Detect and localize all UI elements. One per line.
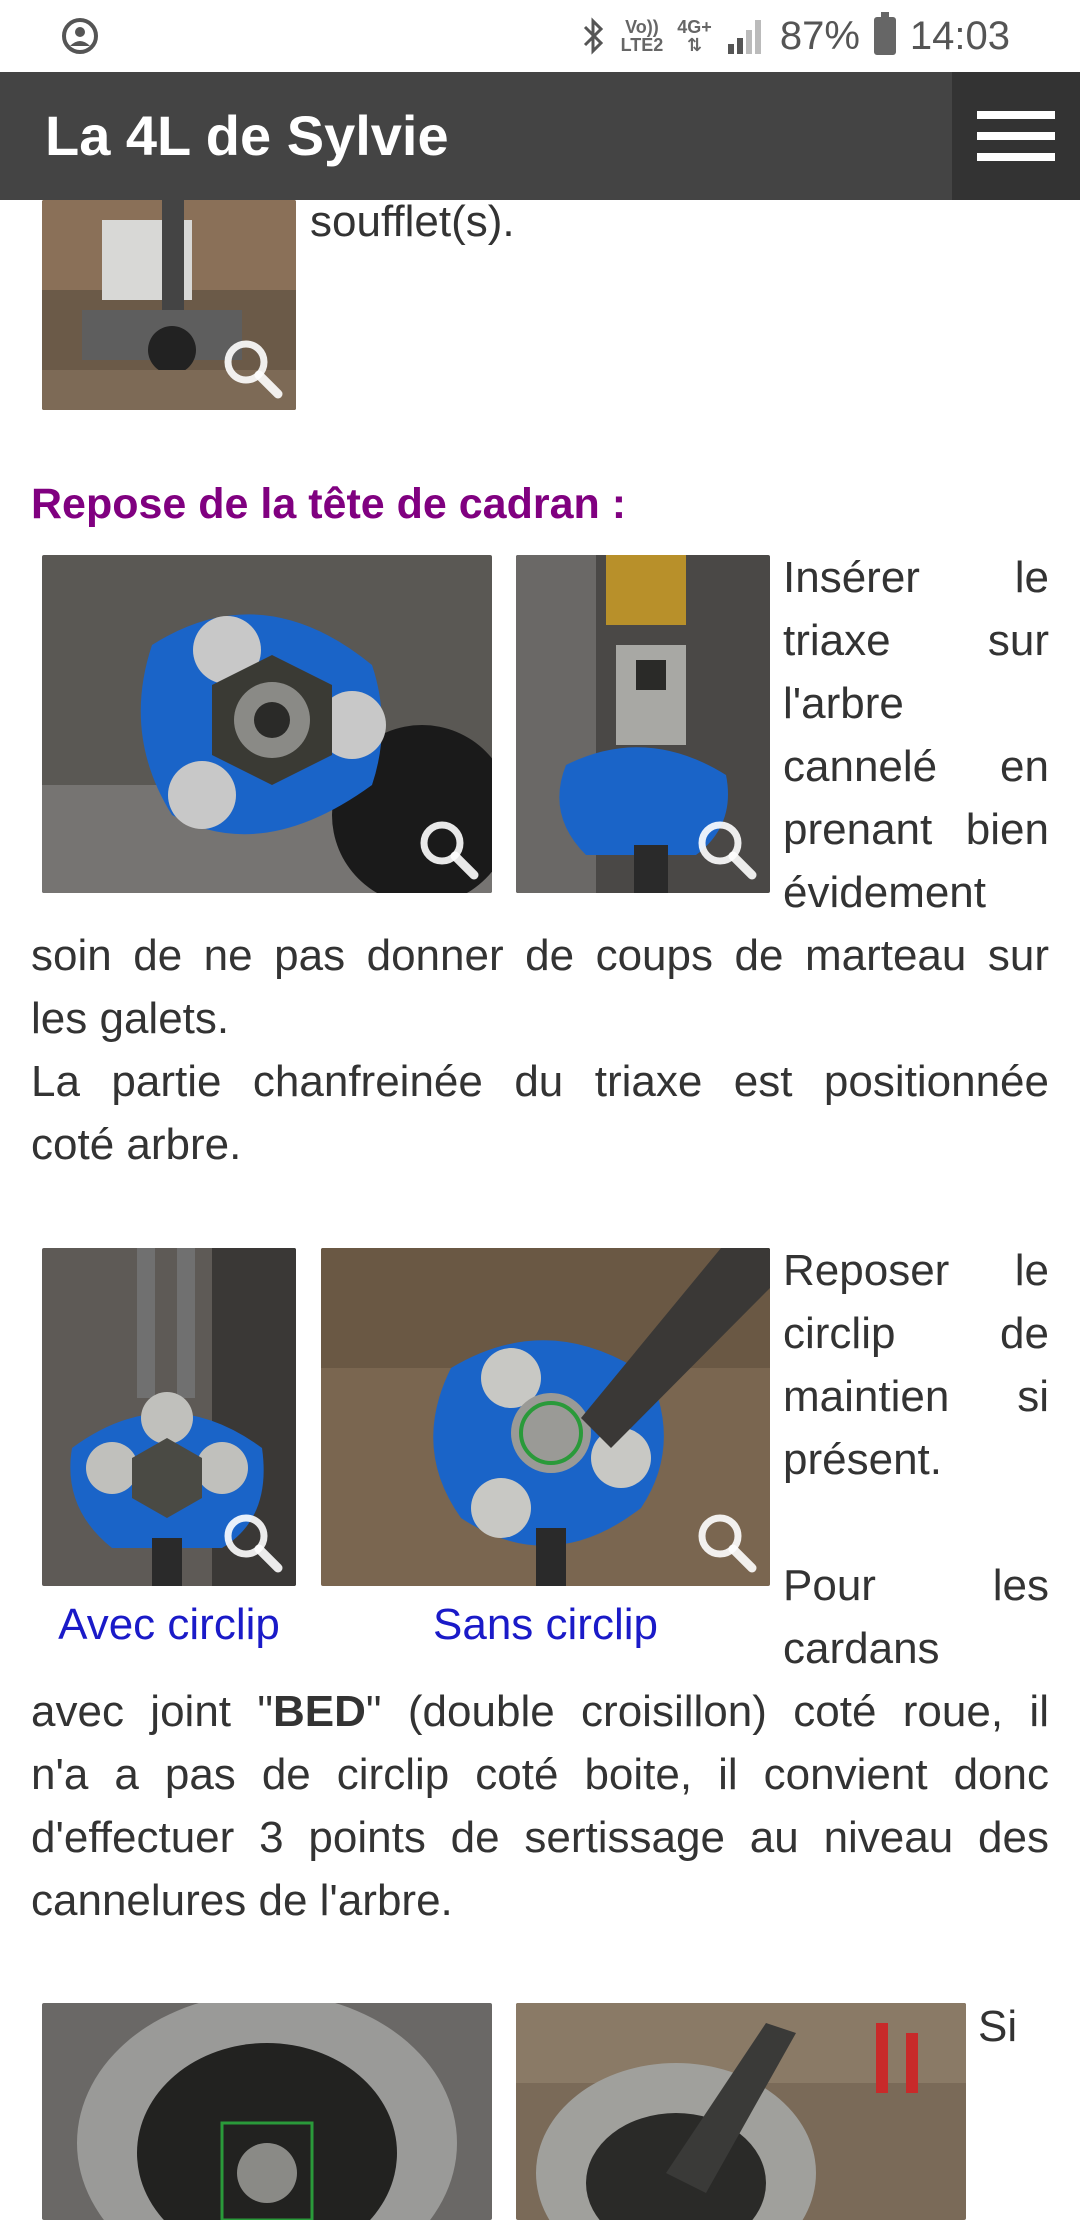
p2-line-1: La partie chanfreinée du triaxe est positionnée [31,1057,1049,1106]
p4-line-1: Pour les [783,1561,1049,1610]
p4-text-post: " (double croisillon) coté roue, il [365,1687,1049,1736]
intro-tail-text: soufflet(s). [310,200,515,246]
zoom-icon [220,1510,284,1574]
photo-without-circlip[interactable] [321,1248,770,1586]
p3-line-2: circlip de [783,1309,1049,1358]
bluetooth-icon [581,16,607,56]
p1-full-line-2: les galets. [31,994,230,1043]
data-indicator [677,18,712,54]
p1-full-line-1: soin de ne pas donner de coups de marteau sur [31,931,1049,980]
site-header [0,72,1080,200]
p4-text-bold: BED [273,1687,366,1736]
p4-full-line-2: n'a a pas de circlip coté boite, il convient donc [31,1750,1049,1799]
p4-full-line-1 [31,1680,1049,1743]
p3-line-3: maintien si [783,1372,1049,1421]
hamburger-menu-button[interactable] [952,72,1080,200]
p4-full-line-4: cannelures de l'arbre. [31,1876,453,1925]
battery-icon [874,17,896,55]
p4-text-pre: avec joint " [31,1687,274,1736]
menu-bar-icon [977,153,1055,161]
p2-line-2: coté arbre. [31,1120,242,1169]
battery-percent: 87% [779,13,860,58]
p4-line-2: cardans [783,1624,940,1673]
data-arrows-icon: ⇅ [687,35,703,55]
p1-line-6: évidement [783,868,987,917]
site-title[interactable]: La 4L de Sylvie [45,104,449,167]
volte-indicator [621,18,664,54]
photo-bowl-shaft[interactable] [516,2003,966,2220]
section-heading: Repose de la tête de cadran : [31,480,627,528]
p4-full-line-3: d'effectuer 3 points de sertissage au niveau des [31,1813,1049,1862]
photo-tripod-joint[interactable] [42,555,492,893]
p1-line-2: triaxe sur [783,616,1049,665]
menu-bar-icon [977,111,1055,119]
article-content [0,200,1080,2220]
volte-top: Vo)) [625,17,659,37]
caption-without-circlip: Sans circlip [433,1600,658,1649]
p3-line-4: présent. [783,1435,942,1484]
photo-vise-cardan[interactable] [42,200,296,410]
photo-socket-on-shaft[interactable] [516,555,770,893]
p1-line-3: l'arbre [783,679,904,728]
zoom-icon [694,817,758,881]
signal-icon [726,16,766,56]
photo-image [42,2003,492,2220]
zoom-icon [694,1510,758,1574]
zoom-icon [220,336,284,400]
photo-with-circlip[interactable] [42,1248,296,1586]
p1-line-1: Insérer le [783,553,1049,602]
photo-bowl-crimp[interactable] [42,2003,492,2220]
data-type: 4G+ [677,17,712,37]
photo-image [516,2003,966,2220]
p1-line-5: prenant bien [783,805,1049,854]
p3-line-1: Reposer le [783,1246,1049,1295]
volte-bottom: LTE2 [620,35,664,55]
menu-bar-icon [977,132,1055,140]
zoom-icon [416,817,480,881]
p1-line-4: cannelé en [783,742,1049,791]
p5-start-text: Si [978,2002,1018,2051]
status-bar [0,0,1080,72]
clock: 14:03 [909,13,1010,58]
account-circle-icon [60,16,100,56]
caption-with-circlip: Avec circlip [58,1600,280,1649]
